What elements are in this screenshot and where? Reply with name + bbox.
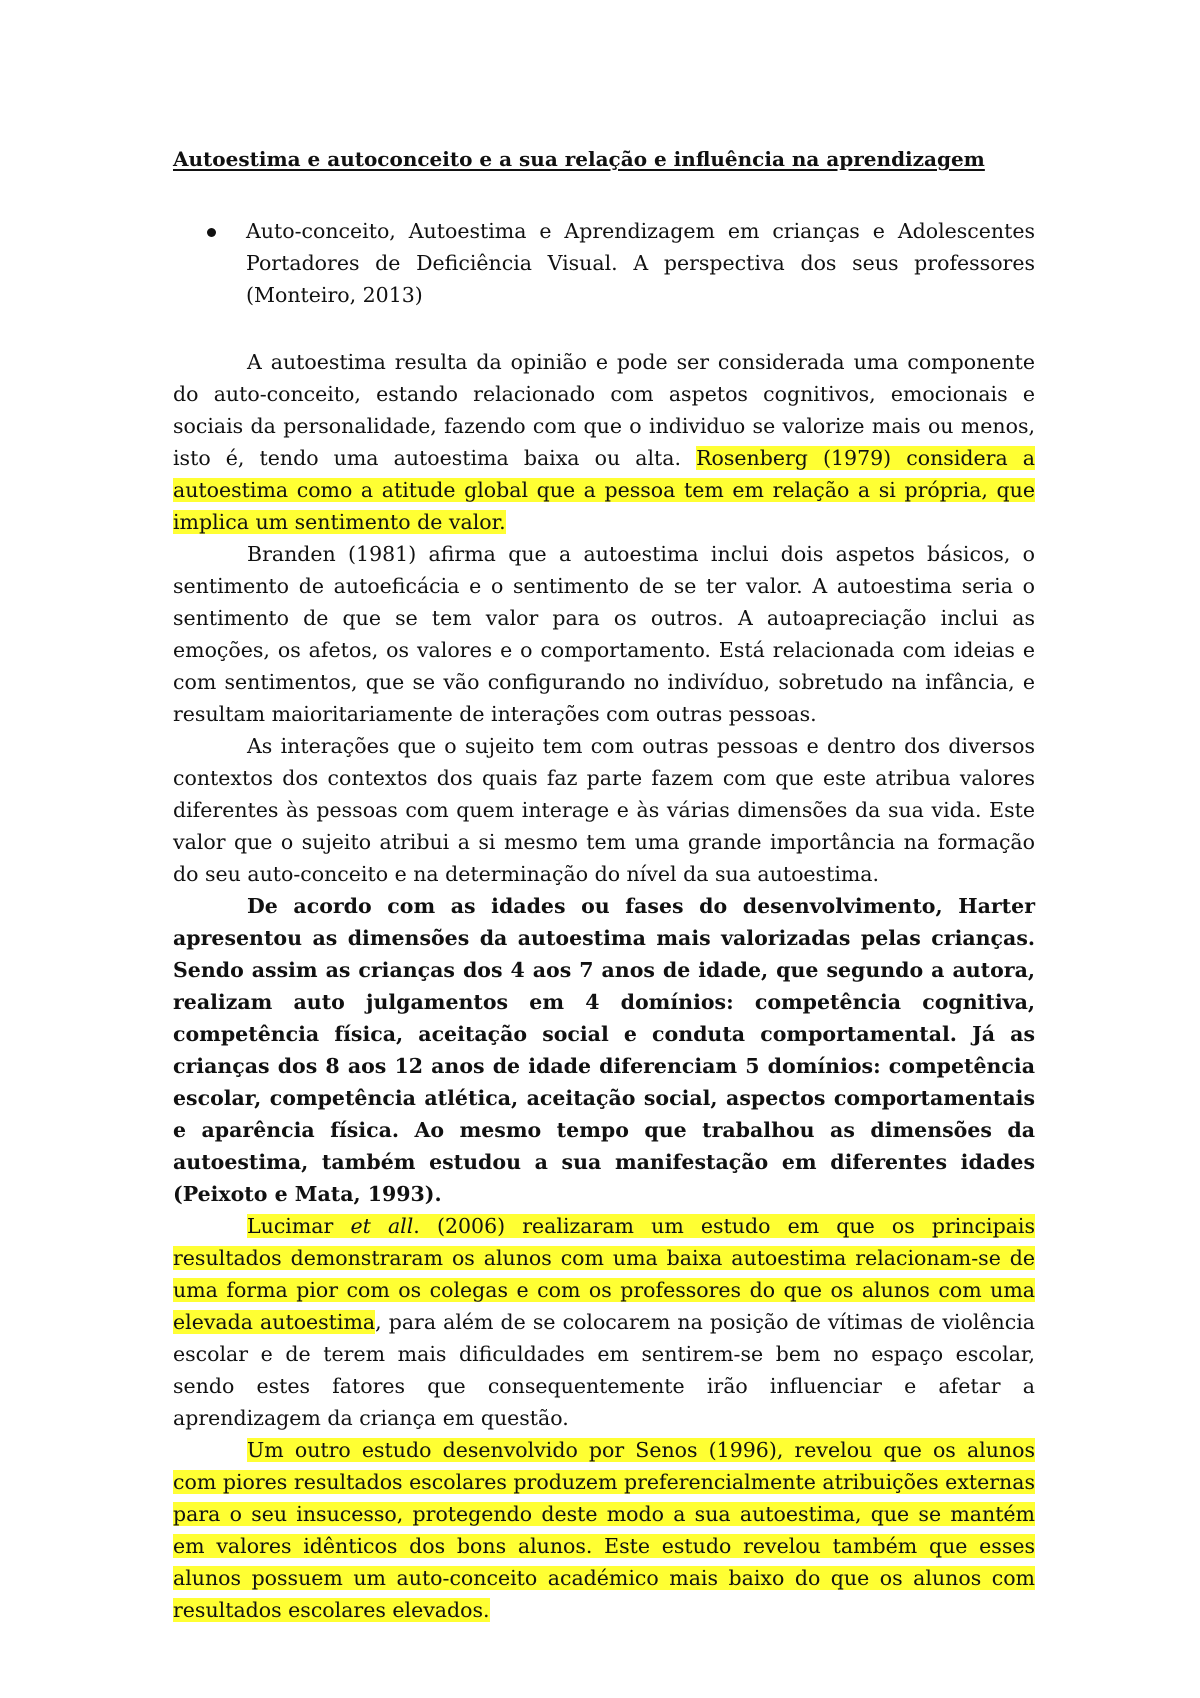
paragraph-1-highlight: Rosenberg (1979) considera a autoestima como a atitude global que a pessoa tem em relação a si própria, que implica um sentimento de valor. [173, 446, 1035, 534]
paragraph-1-text: A autoestima resulta da opinião e pode ser considerada uma componente do auto-conceito, estando relacionado com aspetos cognitivos, emocionais e sociais da personalidade, fazendo com que o individuo se valorize mais ou menos, isto é, tendo uma autoestima baixa ou alta. [173, 350, 1035, 470]
paragraph-2: Branden (1981) afirma que a autoestima inclui dois aspetos básicos, o sentimento de autoeficácia e o sentimento de se ter valor. A autoestima seria o sentimento de que se tem valor para os outros. A autoapreciação inclui as emoções, os afetos, os valores e o comportamento. Está relacionada com ideias e com sentimentos, que se vão configurando no indivíduo, sobretudo na infância, e resultam maioritariamente de interações com outras pessoas. [173, 542, 1035, 726]
paragraph-6 [173, 1434, 1035, 1626]
paragraph-5-highlight-rest: . (2006) realizaram um estudo em que os principais resultados demonstraram os alunos com uma baixa autoestima relacionam-se de uma forma pior com os colegas e com os professores do que os alunos com uma elevada autoestima [173, 1214, 1035, 1334]
bullet-list [173, 215, 1035, 311]
document-body [173, 143, 1035, 1626]
paragraph-5-text: , para além de se colocarem na posição de vítimas de violência escolar e de terem mais dificuldades em sentirem-se bem no espaço escolar, sendo estes fatores que consequentemente irão influenciar e afetar a aprendizagem da criança em questão. [173, 1310, 1035, 1430]
paragraph-5 [173, 1210, 1035, 1434]
bullet-text: Auto-conceito, Autoestima e Aprendizagem em crianças e Adolescentes Portadores de Deficiência Visual. A perspectiva dos seus professores (Monteiro, 2013) [246, 219, 1035, 307]
paragraph-5-highlight-start: Lucimar [247, 1214, 351, 1238]
document-title: Autoestima e autoconceito e a sua relação e influência na aprendizagem [173, 147, 985, 171]
paragraph-5-italic: et all [350, 1214, 414, 1238]
bullet-dot-icon [207, 228, 216, 237]
bullet-item [173, 215, 1035, 311]
paragraph-6-highlight: Um outro estudo desenvolvido por Senos (1996), revelou que os alunos com piores resultados escolares produzem preferencialmente atribuições externas para o seu insucesso, protegendo deste modo a sua autoestima, que se mantém em valores idênticos dos bons alunos. Este estudo revelou também que esses alunos possuem um auto-conceito académico mais baixo do que os alunos com resultados escolares elevados. [173, 1438, 1035, 1622]
paragraph-4: De acordo com as idades ou fases do desenvolvimento, Harter apresentou as dimensões da autoestima mais valorizadas pelas crianças. Sendo assim as crianças dos 4 aos 7 anos de idade, que segundo a autora, realizam auto julgamentos em 4 domínios: competência cognitiva, competência física, aceitação social e conduta comportamental. Já as crianças dos 8 aos 12 anos de idade diferenciam 5 domínios: competência escolar, competência atlética, aceitação social, aspectos comportamentais e aparência física. Ao mesmo tempo que trabalhou as dimensões da autoestima, também estudou a sua manifestação em diferentes idades (Peixoto e Mata, 1993). [173, 894, 1035, 1206]
paragraph-3: As interações que o sujeito tem com outras pessoas e dentro dos diversos contextos dos contextos dos quais faz parte fazem com que este atribua valores diferentes às pessoas com quem interage e às várias dimensões da sua vida. Este valor que o sujeito atribui a si mesmo tem uma grande importância na formação do seu auto-conceito e na determinação do nível da sua autoestima. [173, 734, 1035, 886]
paragraph-1 [173, 346, 1035, 538]
